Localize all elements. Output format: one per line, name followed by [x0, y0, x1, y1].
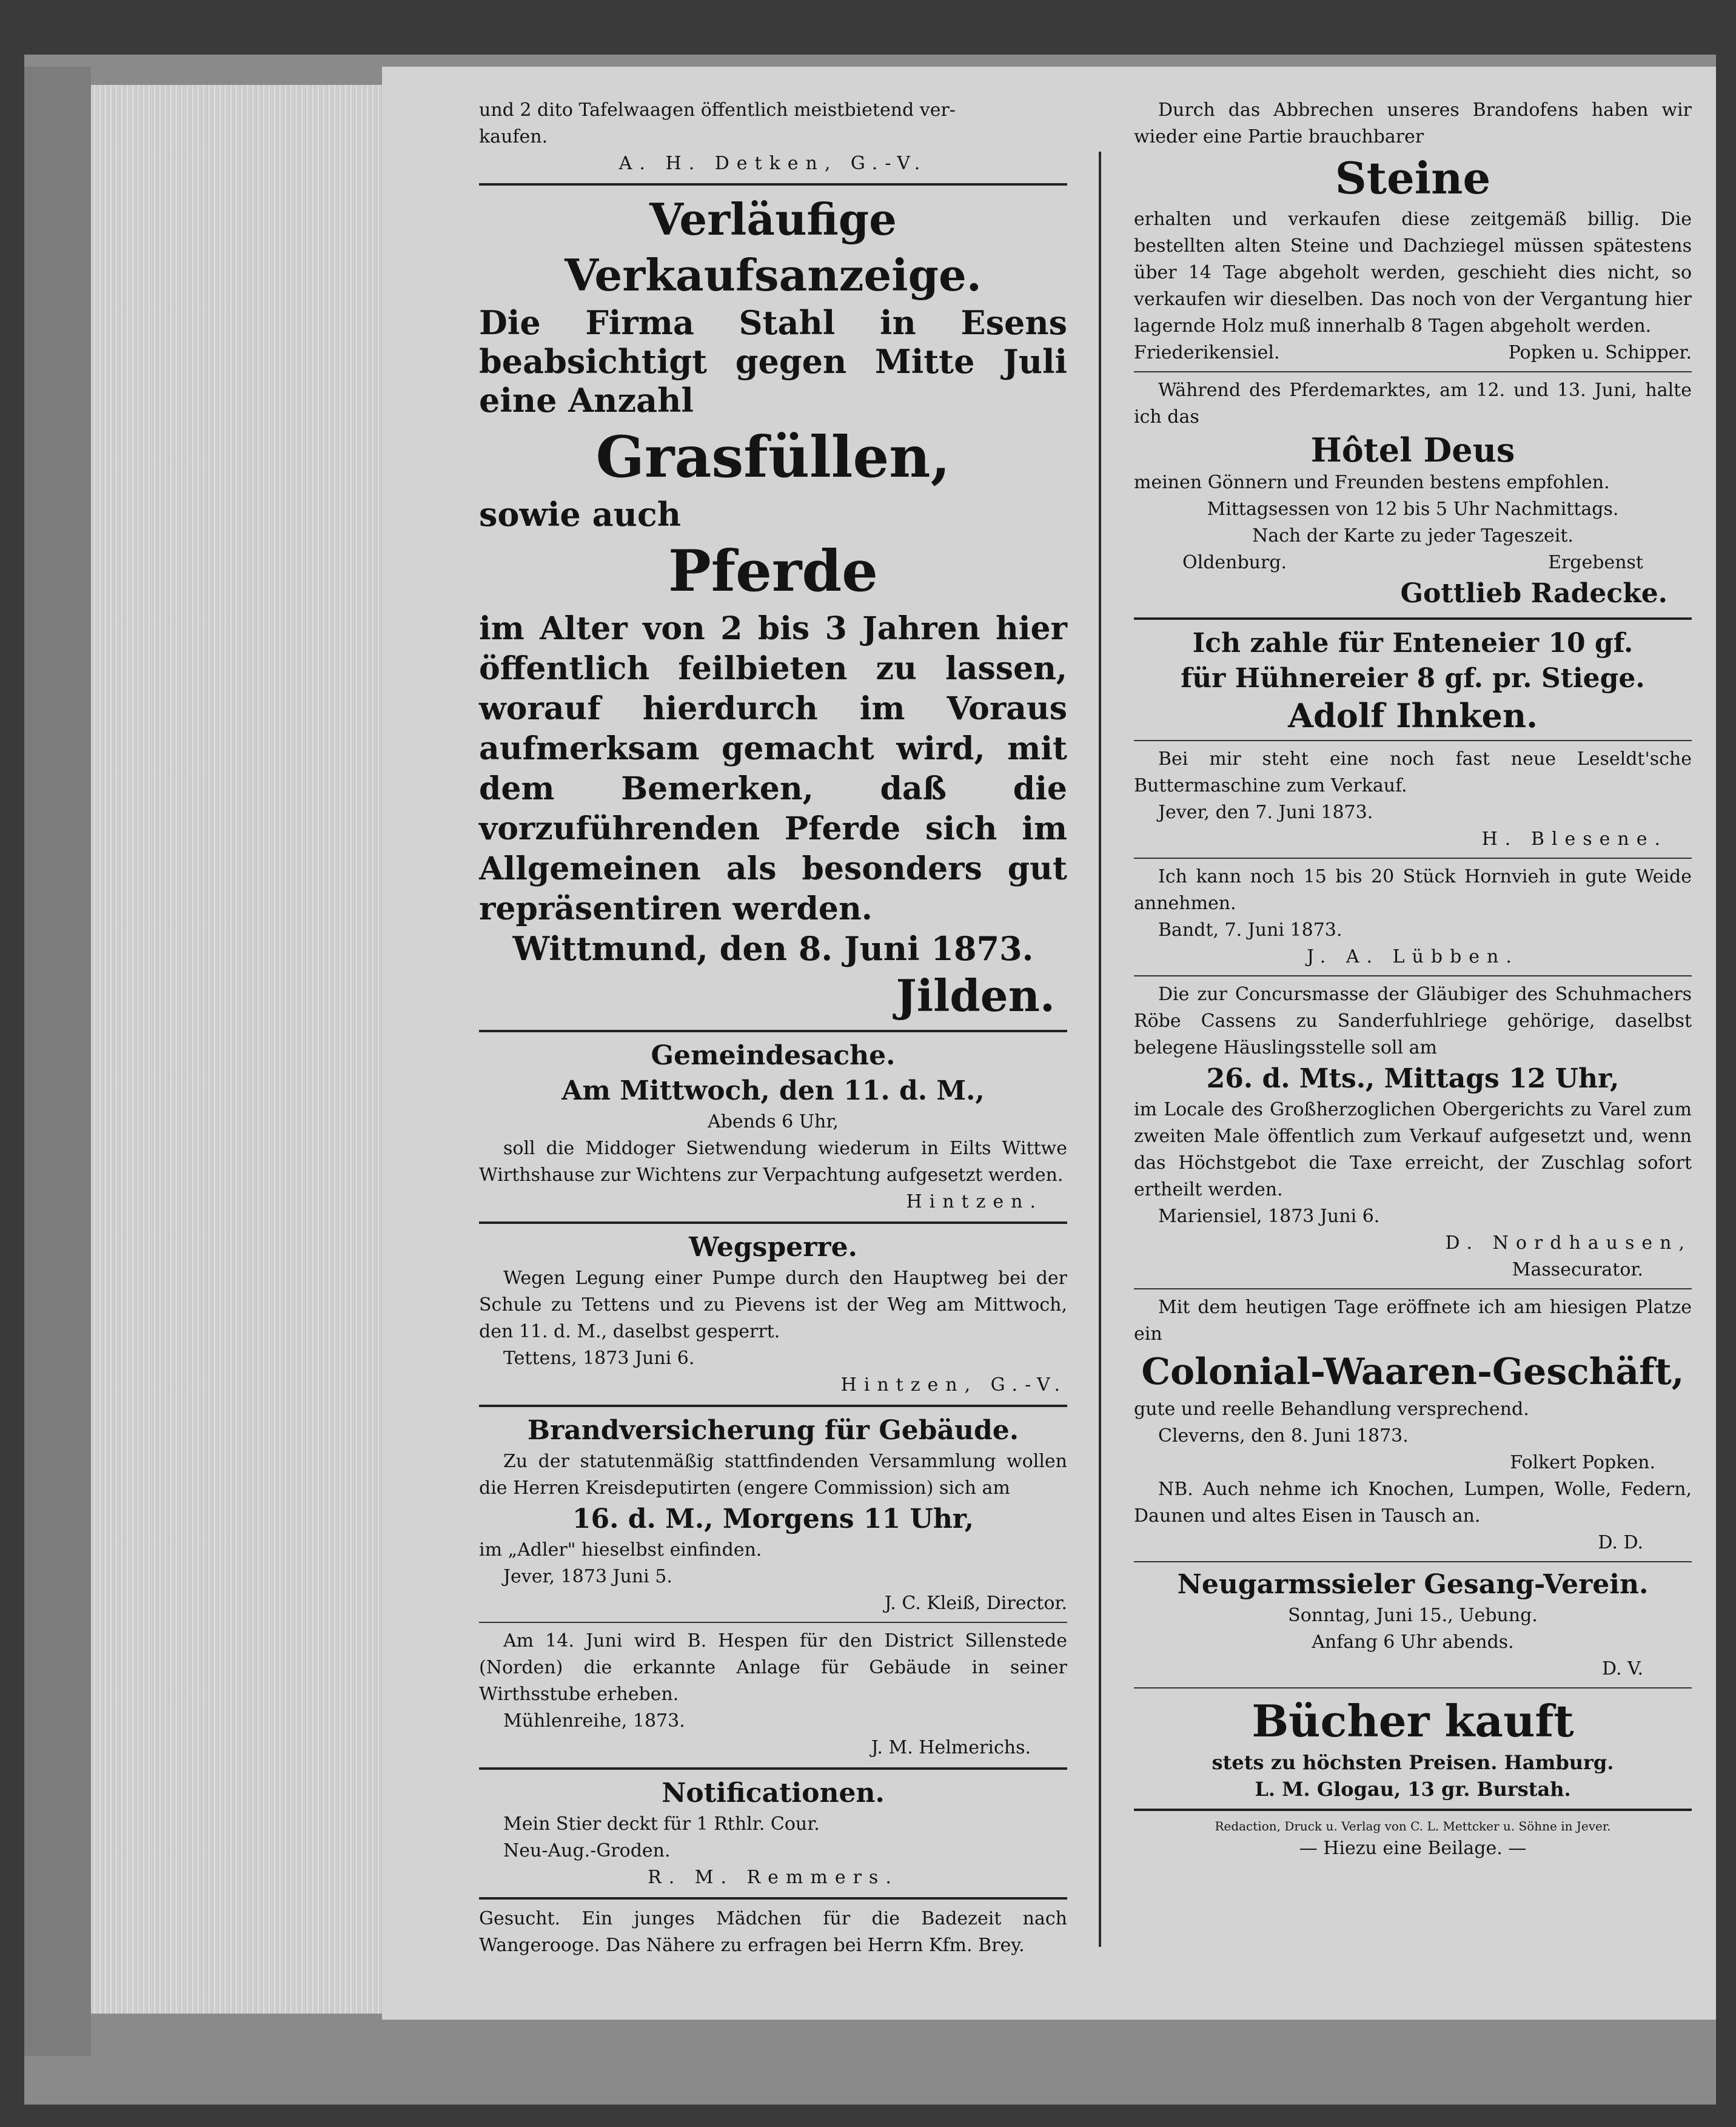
divider	[479, 1897, 1067, 1900]
signature-hintzen-gv: Hintzen, G.-V.	[840, 1374, 1067, 1396]
signature-row	[1134, 549, 1692, 576]
ad-text-gemeinde: soll die Middoger Sietwendung wiederum in Eilts Wittwe Wirthshause zur Wichtens zur Verpachtung aufgesetzt werden.	[479, 1138, 1067, 1186]
ad-text-hornvieh: Ich kann noch 15 bis 20 Stück Hornvieh in gute Weide annehmen.	[1134, 866, 1692, 914]
place-date-mariensiel: Mariensiel, 1873 Juni 6.	[1158, 1206, 1380, 1227]
signature-helmerichs: J. M. Helmerichs.	[871, 1737, 1031, 1758]
ad-text-anfang: Anfang 6 Uhr abends.	[1312, 1631, 1514, 1653]
right-column	[1134, 97, 1692, 1862]
signature-nordhausen: D. Nordhausen,	[1445, 1232, 1692, 1254]
divider	[479, 1405, 1067, 1407]
divider	[479, 1622, 1067, 1623]
place-date-muehlenreihe: Mühlenreihe, 1873.	[503, 1710, 685, 1732]
ad-text-steine: erhalten und verkaufen diese zeitgemäß billig. Die bestellten alten Steine und Dachziegel müssen spätestens über 14 Tage abgeholt werden, geschieht dies nicht, so verkaufen wir dieselben. Das noch von der Vergantung hier lagernde Holz muß innerhalb 8 Tagen abgeholt werden.	[1134, 209, 1692, 337]
headline-grasfuellen: Grasfüllen,	[595, 424, 951, 491]
ad-text-brandversicherung: Zu der statutenmäßig stattfindenden Versammlung wollen die Herren Kreisdeputirten (engere Commission) sich am	[479, 1451, 1067, 1499]
signature-blesene: H. Blesene.	[1481, 828, 1667, 850]
divider	[479, 1767, 1067, 1770]
ad-text-colonial: gute und reelle Behandlung versprechend.	[1134, 1399, 1529, 1420]
headline-hotel-deus: Hôtel Deus	[1310, 431, 1515, 469]
headline-pferde: Pferde	[668, 538, 878, 605]
place-date-bandt: Bandt, 7. Juni 1873.	[1158, 919, 1342, 941]
ad-text-hotel: meinen Gönnern und Freunden bestens empfohlen.	[1134, 472, 1610, 493]
place-date-jever: Jever, 1873 Juni 5.	[503, 1566, 672, 1587]
ad-text-mittag: Mittagsessen von 12 bis 5 Uhr Nachmittags.	[1207, 499, 1619, 520]
divider	[1134, 617, 1692, 620]
ad-text-pferdemarkt: Während des Pferdemarktes, am 12. und 13. Juni, halte ich das	[1134, 380, 1692, 428]
ad-text-huehnereier: für Hühnereier 8 gf. pr. Stiege.	[1181, 663, 1645, 694]
ad-text-wegsperre: Wegen Legung einer Pumpe durch den Hauptweg bei der Schule zu Tettens und zu Pievens ist der Weg am Mittwoch, den 11. d. M., daselbst gesperrt.	[479, 1268, 1067, 1342]
signature-row	[1134, 340, 1692, 366]
divider	[1134, 1687, 1692, 1688]
ad-text-concursmasse: Die zur Concursmasse der Gläubiger des Schuhmachers Röbe Cassens zu Sanderfuhlriege gehörige, daselbst belegene Häuslingsstelle soll am	[1134, 984, 1692, 1058]
ad-text-enteneier: Ich zahle für Enteneier 10 gf.	[1192, 628, 1634, 659]
divider	[479, 183, 1067, 186]
signature-radecke: Gottlieb Radecke.	[1400, 578, 1667, 609]
signature: A. H. Detken, G.-V.	[618, 153, 928, 174]
signature-luebben: J. A. Lübben.	[1307, 946, 1519, 967]
ad-text-hespen: Am 14. Juni wird B. Hespen für den District Sillenstede (Norden) die erkannte Anlage für Gebäude in seiner Wirthsstube erheben.	[479, 1630, 1067, 1705]
ad-text-pferde: im Alter von 2 bis 3 Jahren hier öffentlich feilbieten zu lassen, worauf hierdurch im Voraus aufmerksam gemacht wird, mit dem Bemerken, daß die vorzuführenden Pferde sich im Allgemeinen als besonders gut repräsentiren werden.	[479, 610, 1067, 927]
time-abends: Abends 6 Uhr,	[708, 1111, 839, 1132]
ad-text-karte: Nach der Karte zu jeder Tageszeit.	[1252, 525, 1573, 546]
signature-kleiss: J. C. Kleiß, Director.	[884, 1593, 1067, 1614]
place-date-wittmund: Wittmund, den 8. Juni 1873.	[512, 929, 1034, 968]
text-sowie: sowie auch	[479, 495, 681, 534]
ad-text-stier: Mein Stier deckt für 1 Rthlr. Cour.	[503, 1813, 820, 1835]
book-cover-edge	[24, 67, 91, 2056]
headline-wegsperre: Wegsperre.	[689, 1232, 857, 1263]
ad-text-buecher: stets zu höchsten Preisen. Hamburg.	[1212, 1751, 1614, 1774]
divider	[1134, 371, 1692, 372]
date-morgens: 16. d. M., Morgens 11 Uhr,	[572, 1504, 974, 1534]
ad-text-colonial-intro: Mit dem heutigen Tage eröffnete ich am hiesigen Platze ein	[1134, 1297, 1692, 1345]
divider	[1134, 1809, 1692, 1811]
headline-colonial: Colonial-Waaren-Geschäft,	[1141, 1351, 1684, 1393]
headline-buecher: Bücher kauft	[1252, 1695, 1574, 1747]
ad-text-nb: NB. Auch nehme ich Knochen, Lumpen, Wolle, Federn, Daunen und altes Eisen in Tausch an.	[1134, 1479, 1692, 1527]
text-beilage: — Hiezu eine Beilage. —	[1299, 1838, 1527, 1859]
divider	[479, 1030, 1067, 1032]
ad-text-buttermaschine: Bei mir steht eine noch fast neue Leseldt'sche Buttermaschine zum Verkauf.	[1134, 748, 1692, 796]
place-date-cleverns: Cleverns, den 8. Juni 1873.	[1158, 1425, 1409, 1447]
headline-steine: Steine	[1335, 152, 1491, 204]
signature-folkert-popken: Folkert Popken.	[1510, 1452, 1655, 1473]
signature-hintzen: Hintzen.	[906, 1191, 1043, 1212]
ad-text-sonntag: Sonntag, Juni 15., Uebung.	[1288, 1605, 1538, 1626]
text-line: und 2 dito Tafelwaagen öffentlich meistbietend ver-	[479, 99, 956, 121]
signature-glogau: L. M. Glogau, 13 gr. Burstah.	[1255, 1778, 1571, 1801]
place-date-tettens: Tettens, 1873 Juni 6.	[503, 1348, 695, 1369]
page-stack-edge	[91, 85, 382, 2014]
signature-remmers: R. M. Remmers.	[648, 1867, 899, 1888]
divider	[479, 1221, 1067, 1224]
headline-gesangverein: Neugarmssieler Gesang-Verein.	[1177, 1569, 1649, 1600]
signature-ihnken: Adolf Ihnken.	[1288, 696, 1538, 735]
ad-text-gesucht: Gesucht. Ein junges Mädchen für die Badezeit nach Wangerooge. Das Nähere zu erfragen bei Herrn Kfm. Brey.	[479, 1908, 1067, 1956]
date-mittwoch: Am Mittwoch, den 11. d. M.,	[561, 1075, 985, 1106]
divider	[1134, 1561, 1692, 1562]
date-mittags: 26. d. Mts., Mittags 12 Uhr,	[1206, 1063, 1620, 1094]
left-column	[479, 97, 1067, 1959]
place-oldenburg: Oldenburg.	[1182, 552, 1287, 573]
signature-jilden: Jilden.	[896, 970, 1055, 1021]
place-neu-aug-groden: Neu-Aug.-Groden.	[503, 1840, 671, 1861]
place-date-jever: Jever, den 7. Juni 1873.	[1158, 802, 1373, 823]
headline-verkaufsanzeige: Verläufige Verkaufsanzeige.	[565, 193, 982, 301]
divider	[1134, 858, 1692, 859]
column-divider	[1099, 152, 1101, 1947]
ad-text-adler: im „Adler" hieselbst einfinden.	[479, 1539, 762, 1561]
signature-dd: D. D.	[1598, 1532, 1643, 1553]
divider	[1134, 975, 1692, 976]
place-friederikensiel: Friederikensiel.	[1134, 342, 1280, 363]
divider	[1134, 740, 1692, 741]
divider	[1134, 1288, 1692, 1289]
signature-dv: D. V.	[1601, 1658, 1643, 1679]
headline-gemeindesache: Gemeindesache.	[651, 1040, 896, 1071]
ad-text-obergericht: im Locale des Großherzoglichen Obergerichts zu Varel zum zweiten Male öffentlich zum Verkauf aufgesetzt und, wenn das Höchstgebot die Taxe erreicht, der Zuschlag sofort ertheilt werden.	[1134, 1099, 1692, 1200]
headline-brandversicherung: Brandversicherung für Gebäude.	[527, 1415, 1019, 1446]
text-line: kaufen.	[479, 126, 548, 147]
signature-popken-schipper: Popken u. Schipper.	[1508, 342, 1692, 363]
text-ergebenst: Ergebenst	[1548, 552, 1643, 573]
ad-text-brandofen: Durch das Abbrechen unseres Brandofens haben wir wieder eine Partie brauchbarer	[1134, 99, 1692, 147]
impressum: Redaction, Druck u. Verlag von C. L. Mettcker u. Söhne in Jever.	[1215, 1819, 1611, 1833]
headline-notificationen: Notificationen.	[662, 1778, 885, 1809]
ad-text-stahl: Die Firma Stahl in Esens beabsichtigt gegen Mitte Juli eine Anzahl	[479, 303, 1067, 420]
text-massecurator: Massecurator.	[1512, 1259, 1643, 1280]
